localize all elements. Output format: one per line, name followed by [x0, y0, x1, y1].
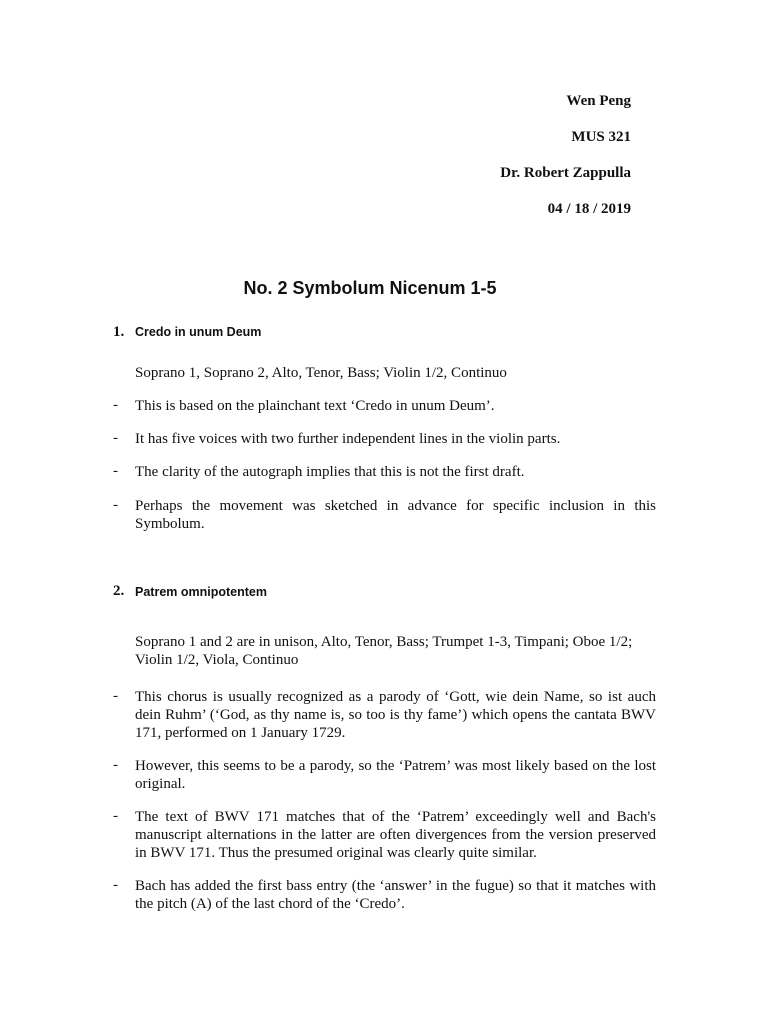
author-name: Wen Peng: [566, 93, 631, 109]
bullet-text: It has five voices with two further independent lines in the violin parts.: [135, 431, 561, 447]
section-heading: Credo in unum Deum: [135, 325, 262, 339]
bullet-marker: -: [113, 463, 118, 479]
page-title: No. 2 Symbolum Nicenum 1-5: [243, 278, 497, 298]
bullet-marker: -: [113, 688, 118, 704]
course-code: MUS 321: [571, 129, 631, 145]
bullet-marker: -: [113, 430, 118, 446]
section-number: 1.: [113, 324, 125, 340]
bullet-text: Bach has added the first bass entry (the ‘answer’ in the fugue) so that it matches with the pitch (A) of the last chord of the ‘Credo’.: [135, 878, 656, 912]
voicing-text: Soprano 1 and 2 are in unison, Alto, Tenor, Bass; Trumpet 1-3, Timpani; Oboe 1/2; Violin 1/2, Viola, Continuo: [135, 634, 633, 668]
bullet-marker: -: [113, 808, 118, 824]
section-heading: Patrem omnipotentem: [135, 585, 267, 599]
document-date: 04 / 18 / 2019: [547, 201, 631, 217]
bullet-text: The text of BWV 171 matches that of the ‘Patrem’ exceedingly well and Bach's manuscript alternations in the latter are often divergences from the version preserved in BWV 171. Thus the presumed original was clearly quite similar.: [135, 809, 656, 861]
bullet-text: However, this seems to be a parody, so the ‘Patrem’ was most likely based on the lost original.: [135, 758, 656, 792]
bullet-marker: -: [113, 497, 118, 513]
instructor-name: Dr. Robert Zappulla: [500, 165, 631, 181]
bullet-text: This chorus is usually recognized as a parody of ‘Gott, wie dein Name, so ist auch dein Ruhm’ (‘God, as thy name is, so too is thy fame’) which opens the cantata BWV 171, performed on 1 January 1729.: [135, 689, 656, 741]
section-number: 2.: [113, 583, 125, 599]
bullet-text: This is based on the plainchant text ‘Credo in unum Deum’.: [135, 398, 495, 414]
bullet-text: The clarity of the autograph implies that this is not the first draft.: [135, 464, 525, 480]
voicing-text: Soprano 1, Soprano 2, Alto, Tenor, Bass; Violin 1/2, Continuo: [135, 365, 507, 381]
bullet-text: Perhaps the movement was sketched in advance for specific inclusion in this Symbolum.: [135, 498, 656, 532]
bullet-marker: -: [113, 397, 118, 413]
bullet-marker: -: [113, 877, 118, 893]
bullet-marker: -: [113, 757, 118, 773]
